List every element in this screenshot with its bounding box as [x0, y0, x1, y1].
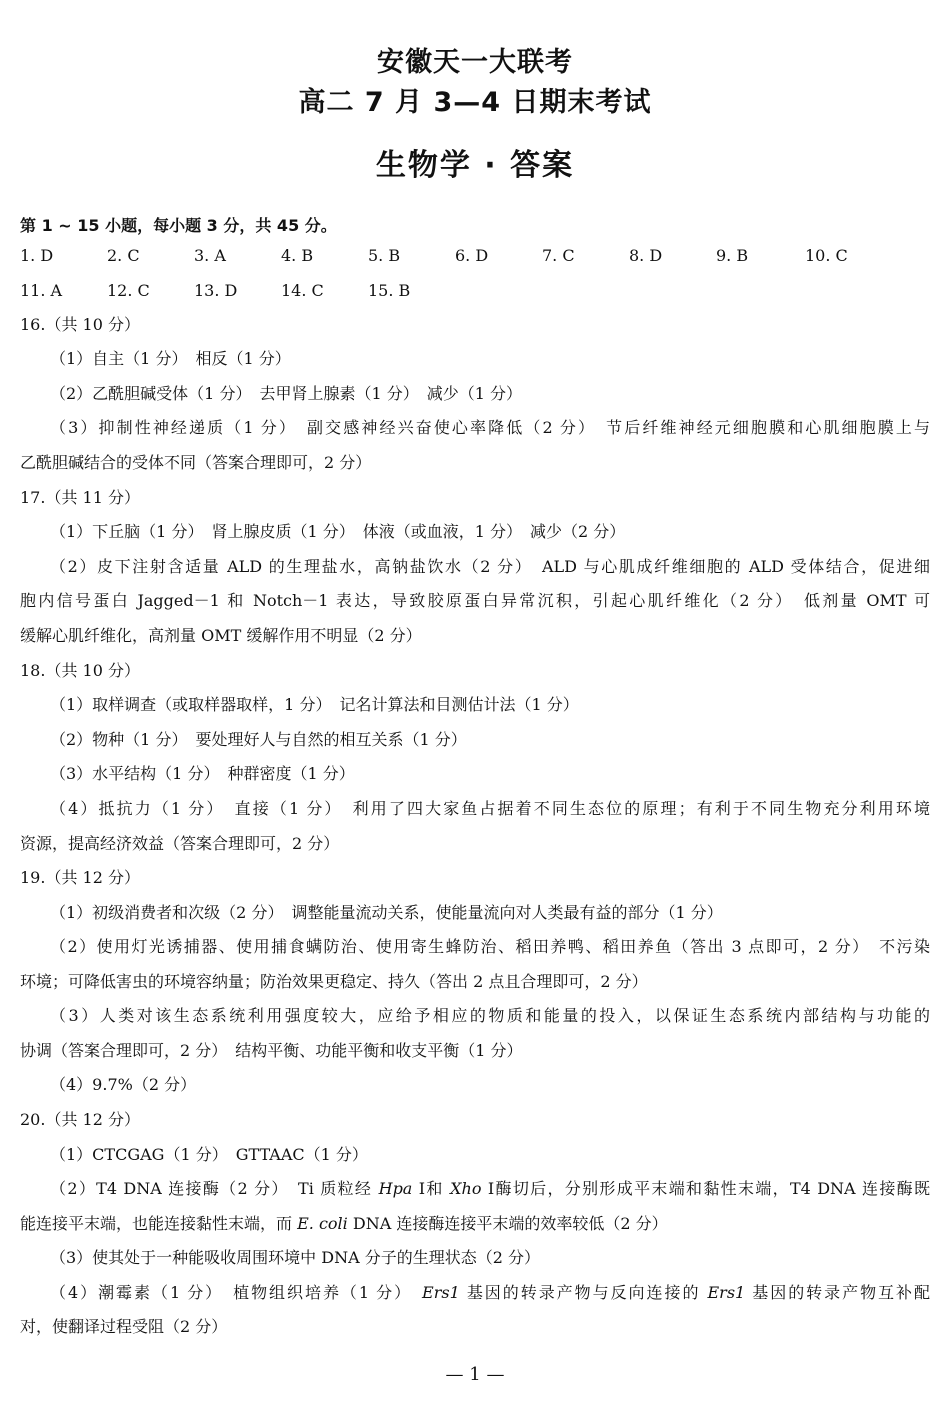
- mc-answer: 12. C: [107, 281, 150, 300]
- mc-answer: 9. B: [716, 246, 749, 265]
- q19-heading: 19.（共 12 分）: [20, 868, 140, 887]
- q19-line: （1）初级消费者和次级（2 分） 调整能量流动关系，使能量流向对人类最有益的部分（1 分）: [50, 903, 723, 922]
- mc-answer: 10. C: [805, 246, 848, 265]
- mc-answer: 13. D: [194, 281, 238, 300]
- q16-line: （1）自主（1 分） 相反（1 分）: [50, 349, 291, 368]
- q20-line: 能连接平末端，也能连接黏性末端，而 E. coli DNA 连接酶连接平末端的效率较低（2 分）: [20, 1214, 668, 1233]
- mc-answer: 6. D: [455, 246, 489, 265]
- q18-line: （1）取样调查（或取样器取样，1 分） 记名计算法和目测估计法（1 分）: [50, 695, 579, 714]
- q17-heading: 17.（共 11 分）: [20, 488, 140, 507]
- mc-answer: 7. C: [542, 246, 575, 265]
- q16-line: （2）乙酰胆碱受体（1 分） 去甲肾上腺素（1 分） 减少（1 分）: [50, 384, 522, 403]
- mc-answer: 14. C: [281, 281, 324, 300]
- q18-line: （2）物种（1 分） 要处理好人与自然的相互关系（1 分）: [50, 730, 467, 749]
- q17-line: 缓解心肌纤维化，高剂量 OMT 缓解作用不明显（2 分）: [20, 626, 422, 645]
- q20-line: （2）T4 DNA 连接酶（2 分） Ti 质粒经 Hpa Ⅰ和 Xho Ⅰ酶切后，分别形成平末端和黏性末端，T4 DNA 连接酶既: [50, 1179, 930, 1198]
- exam-title: 高二 7 月 3—4 日期末考试: [298, 87, 652, 118]
- q19-line: （3）人类对该生态系统利用强度较大，应给予相应的物质和能量的投入，以保证生态系统内部结构与功能的: [50, 1006, 930, 1025]
- q20-heading: 20.（共 12 分）: [20, 1110, 140, 1129]
- mc-answer: 5. B: [368, 246, 401, 265]
- mc-answer: 3. A: [194, 246, 226, 265]
- q18-line: （3）水平结构（1 分） 种群密度（1 分）: [50, 764, 355, 783]
- q18-line: （4）抵抗力（1 分） 直接（1 分） 利用了四大家鱼占据着不同生态位的原理；有利于不同生物充分利用环境: [50, 799, 930, 818]
- mc-answer: 1. D: [20, 246, 54, 265]
- q16-line: （3）抑制性神经递质（1 分） 副交感神经兴奋使心率降低（2 分） 节后纤维神经元细胞膜和心肌细胞膜上与: [50, 418, 930, 437]
- q17-line: 胞内信号蛋白 Jagged－1 和 Notch－1 表达，导致胶原蛋白异常沉积，引起心肌纤维化（2 分） 低剂量 OMT 可: [20, 591, 930, 610]
- mc-answer: 15. B: [368, 281, 411, 300]
- subject-title: 生物学 · 答案: [375, 148, 575, 183]
- q17-line: （2）皮下注射含适量 ALD 的生理盐水，高钠盐饮水（2 分） ALD 与心肌成纤维细胞的 ALD 受体结合，促进细: [50, 557, 930, 576]
- q20-line: 对，使翻译过程受阻（2 分）: [20, 1317, 228, 1336]
- mc-answer: 2. C: [107, 246, 140, 265]
- mc-answer: 4. B: [281, 246, 314, 265]
- page-number: — 1 —: [445, 1364, 505, 1385]
- mc-intro: 第 1 ~ 15 小题，每小题 3 分，共 45 分。: [20, 216, 337, 235]
- q18-line: 资源，提高经济效益（答案合理即可，2 分）: [20, 834, 340, 853]
- q16-line: 乙酰胆碱结合的受体不同（答案合理即可，2 分）: [20, 453, 372, 472]
- q19-line: （4）9.7%（2 分）: [50, 1075, 197, 1094]
- q18-heading: 18.（共 10 分）: [20, 661, 140, 680]
- q20-line: （4）潮霉素（1 分） 植物组织培养（1 分） Ers1 基因的转录产物与反向连接的 Ers1 基因的转录产物互补配: [50, 1283, 930, 1302]
- q19-line: 协调（答案合理即可，2 分） 结构平衡、功能平衡和收支平衡（1 分）: [20, 1041, 523, 1060]
- q16-heading: 16.（共 10 分）: [20, 315, 140, 334]
- mc-answer: 11. A: [20, 281, 63, 300]
- q17-line: （1）下丘脑（1 分） 肾上腺皮质（1 分） 体液（或血液，1 分） 减少（2 分）: [50, 522, 626, 541]
- q19-line: 环境；可降低害虫的环境容纳量；防治效果更稳定、持久（答出 2 点且合理即可，2 分）: [20, 972, 648, 991]
- q19-line: （2）使用灯光诱捕器、使用捕食螨防治、使用寄生蜂防治、稻田养鸭、稻田养鱼（答出 3 点即可，2 分） 不污染: [50, 937, 930, 956]
- mc-answer: 8. D: [629, 246, 663, 265]
- q20-line: （3）使其处于一种能吸收周围环境中 DNA 分子的生理状态（2 分）: [50, 1248, 541, 1267]
- org-title: 安徽天一大联考: [377, 47, 573, 78]
- q20-line: （1）CTCGAG（1 分） GTTAAC（1 分）: [50, 1145, 368, 1164]
